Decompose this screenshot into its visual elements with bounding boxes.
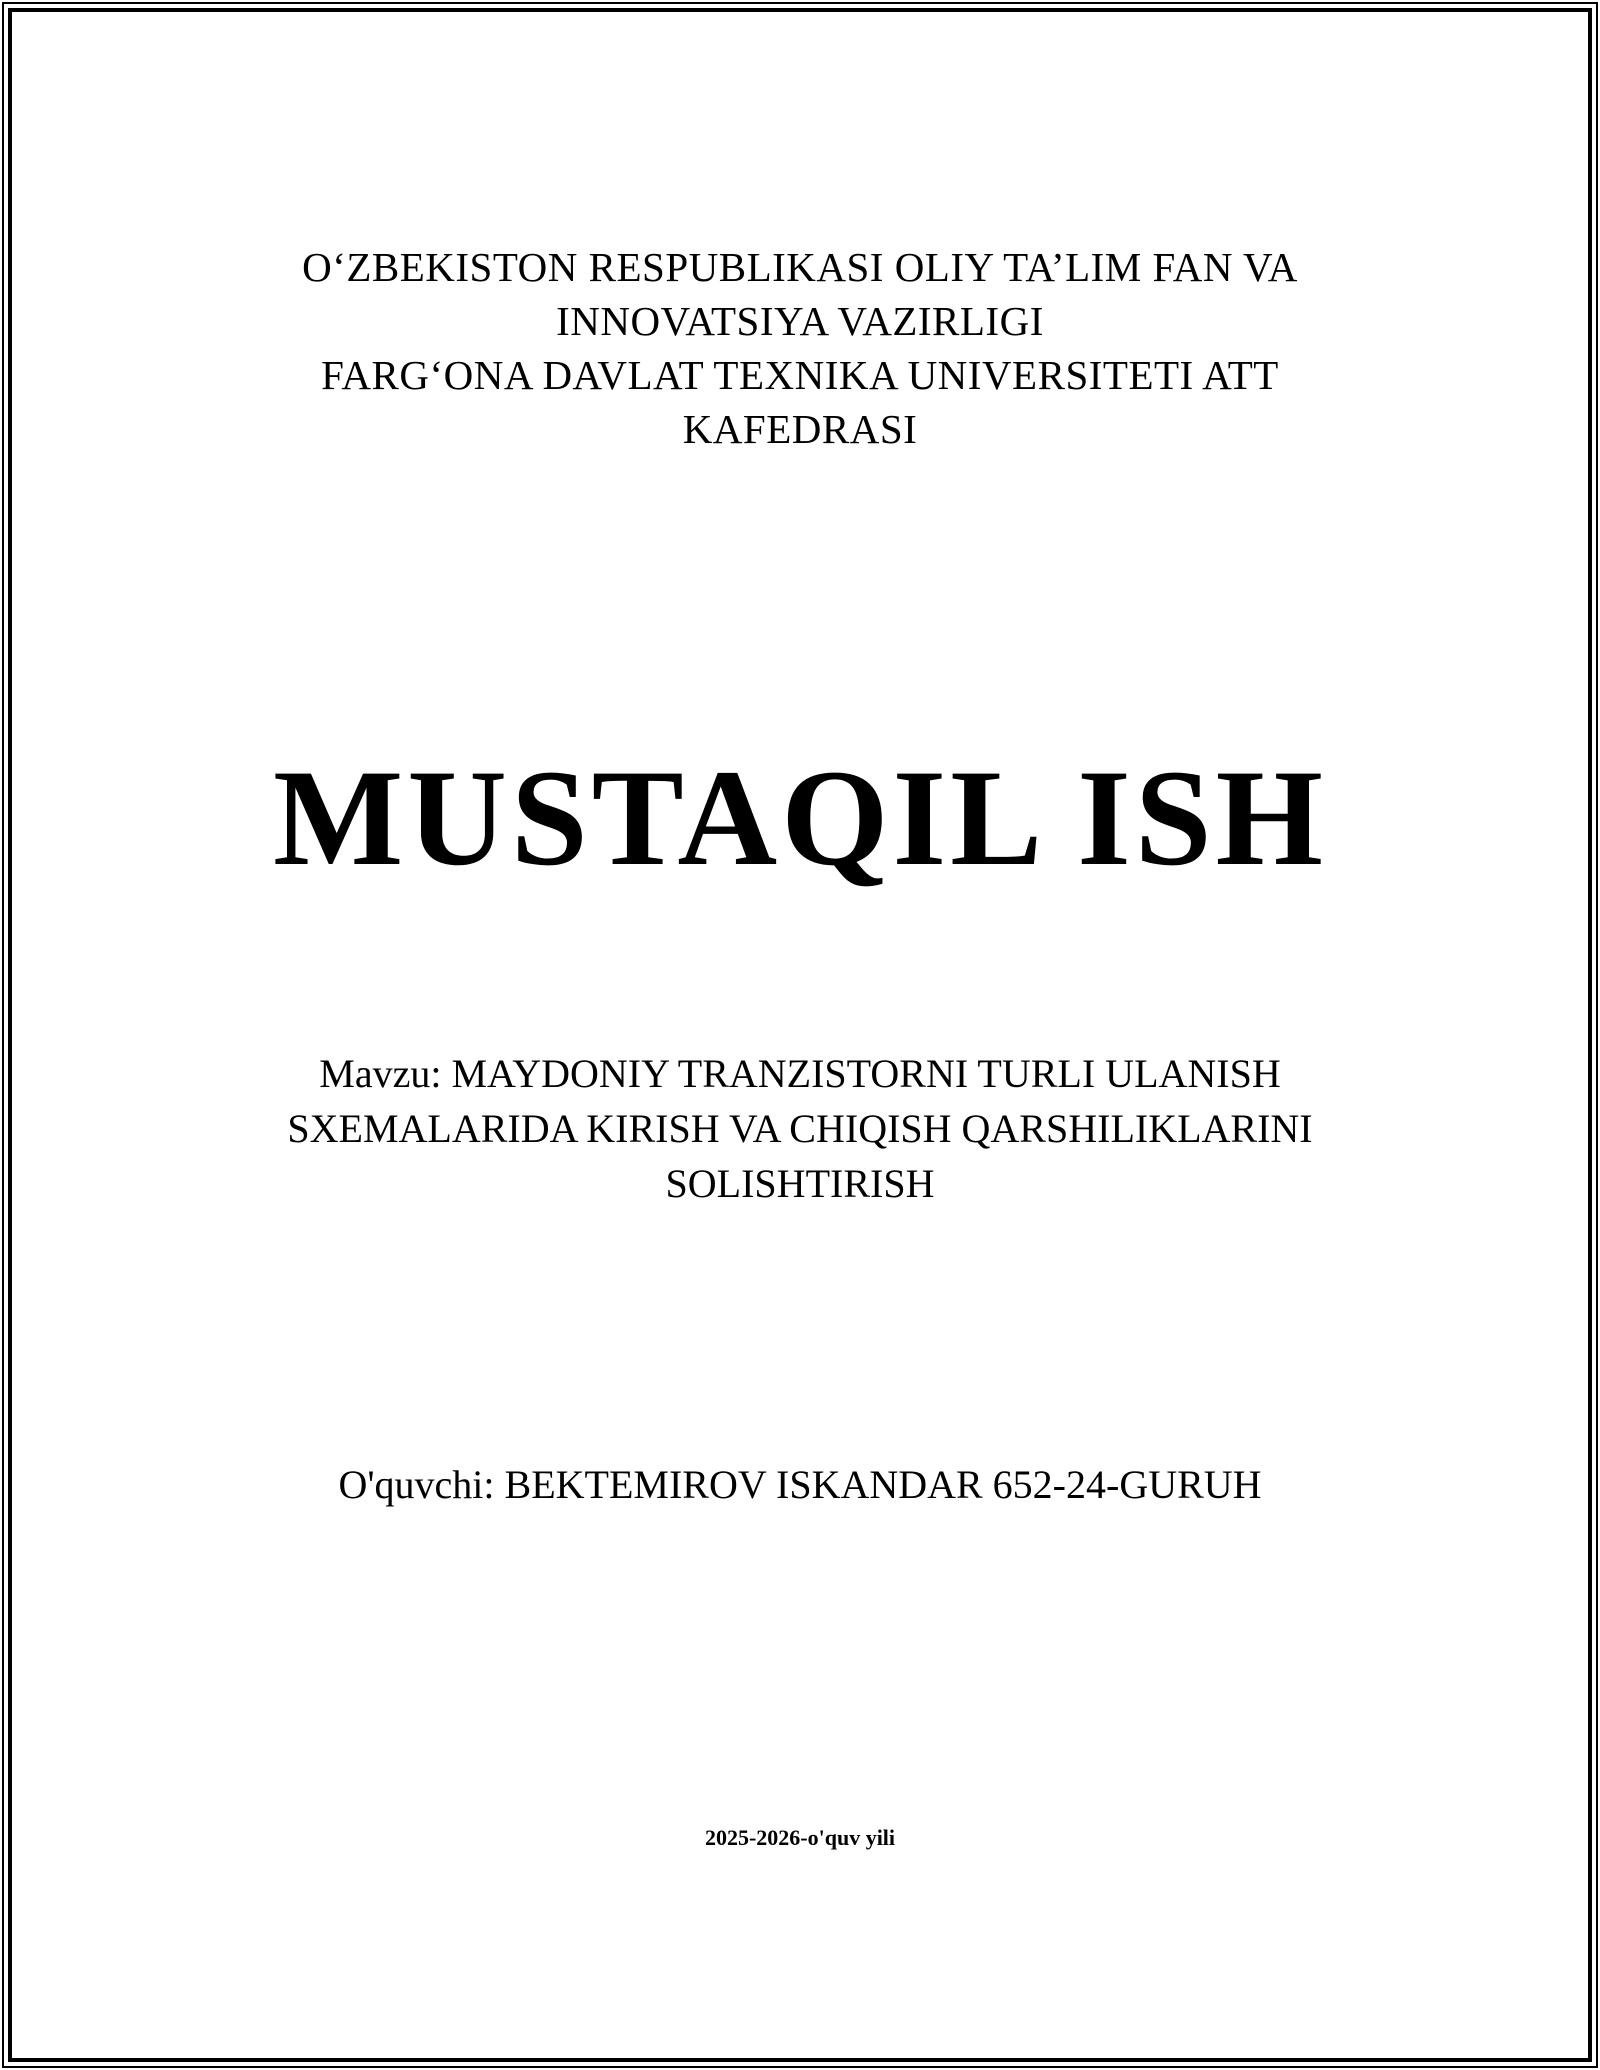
topic-block: [0, 1046, 1600, 1211]
document-main-title: MUSTAQIL ISH: [273, 741, 1327, 894]
header-line-university: FARGʻONA DAVLAT TEXNIKA UNIVERSITETI ATT: [321, 352, 1279, 398]
header-line-ministry-1: OʻZBEKISTON RESPUBLIKASI OLIY TA’LIM FAN VA: [302, 244, 1298, 290]
header-line-department: KAFEDRASI: [682, 406, 918, 452]
topic-line-1: Mavzu: MAYDONIY TRANZISTORNI TURLI ULANISH: [319, 1051, 1281, 1096]
student-name-line: O'quvchi: BEKTEMIROV ISKANDAR 652-24-GURUH: [338, 1462, 1262, 1507]
topic-line-2: SXEMALARIDA KIRISH VA CHIQISH QARSHILIKLARINI: [287, 1106, 1313, 1151]
header-line-ministry-2: INNOVATSIYA VAZIRLIGI: [556, 298, 1044, 344]
ministry-university-header: [0, 240, 1600, 456]
academic-year-line: 2025-2026-o'quv yili: [704, 1825, 896, 1850]
topic-line-3: SOLISHTIRISH: [665, 1161, 935, 1206]
